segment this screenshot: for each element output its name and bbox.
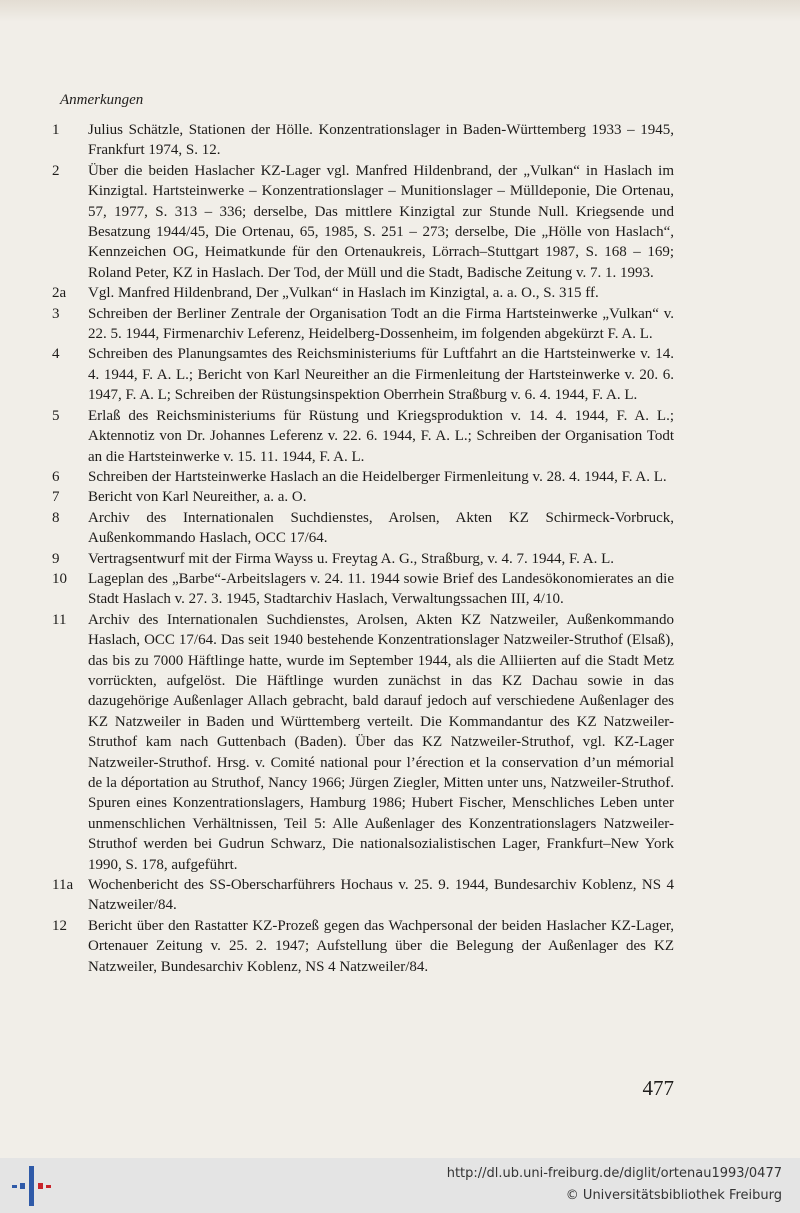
endnote-item [52, 569, 674, 610]
endnote-item [52, 549, 674, 569]
endnote-number: 11a [52, 877, 74, 894]
endnote-item [52, 610, 674, 875]
endnote-number: 12 [52, 917, 67, 934]
copyright-notice: © Universitätsbibliothek Freiburg [565, 1188, 782, 1203]
endnote-number: 11 [52, 611, 67, 628]
endnote-text: Wochenbericht des SS-Oberscharführers Hochaus v. 25. 9. 1944, Bundesarchiv Koblenz, NS 4 Natzweiler/84. [88, 877, 674, 914]
endnote-number: 4 [52, 346, 60, 363]
permalink-link[interactable]: http://dl.ub.uni-freiburg.de/diglit/ortenau1993/0477 [446, 1166, 782, 1181]
page-number: 477 [642, 1076, 674, 1100]
endnote-item [52, 304, 674, 345]
endnote-number: 6 [52, 468, 60, 485]
endnote-item [52, 344, 674, 405]
endnote-number: 8 [52, 509, 60, 526]
endnote-number: 2 [52, 162, 60, 179]
endnote-text: Lageplan des „Barbe“-Arbeitslagers v. 24. 11. 1944 sowie Brief des Landesökonomierates an die Stadt Haslach v. 27. 3. 1945, Stadtarchiv Haslach, Verwaltungssachen III, 4/10. [88, 570, 674, 608]
endnote-text: Schreiben der Hartsteinwerke Haslach an die Heidelberger Firmenleitung v. 28. 4. 1944, F. A. L. [88, 468, 667, 485]
endnotes-list [52, 120, 674, 977]
endnote-text: Julius Schätzle, Stationen der Hölle. Konzentrationslager in Baden-Württemberg 1933 – 1945, Frankfurt 1974, S. 12. [88, 122, 674, 159]
library-logo-icon [12, 1166, 52, 1206]
endnote-item [52, 875, 674, 916]
viewer-footer [0, 1158, 800, 1213]
endnote-text: Über die beiden Haslacher KZ-Lager vgl. Manfred Hildenbrand, der „Vulkan“ in Haslach im Kinzigtal. Hartsteinwerke – Konzentrationslager – Munitionslager – Mülldeponie, Die Ortenau, 57, 1977, S. 313 – 336; derselbe, Das mittlere Kinzigtal zur Stunde Null. Kriegsende und Besatzung 1944/45, Die Ortenau, 65, 1985, S. 251 – 273; derselbe, Die „Hölle von Haslach“, Kennzeichen OG, Heimatkunde für den Ortenaukreis, Lörrach–Stuttgart 1987, S. 168 – 169; Roland Peter, KZ in Haslach. Der Tod, der Müll und die Stadt, Badische Zeitung v. 7. 1. 1993. [88, 162, 674, 281]
endnote-text: Bericht über den Rastatter KZ-Prozeß gegen das Wachpersonal der beiden Haslacher KZ-Lager, Ortenauer Zeitung v. 25. 2. 1947; Aufstellung über die Belegung der Außenlager des KZ Natzweiler, Bundesarchiv Koblenz, NS 4 Natzweiler/84. [88, 917, 674, 975]
endnote-text: Vertragsentwurf mit der Firma Wayss u. Freytag A. G., Straßburg, v. 4. 7. 1944, F. A. L. [88, 550, 615, 567]
endnote-text: Vgl. Manfred Hildenbrand, Der „Vulkan“ in Haslach im Kinzigtal, a. a. O., S. 315 ff. [88, 285, 599, 302]
endnote-text: Schreiben der Berliner Zentrale der Organisation Todt an die Firma Hartsteinwerke „Vulkan“ v. 22. 5. 1944, Firmenarchiv Leferenz, Heidelberg-Dossenheim, im folgenden abgekürzt F. A. L. [88, 305, 674, 343]
endnote-number: 1 [52, 122, 60, 138]
endnote-text: Erlaß des Reichsministeriums für Rüstung und Kriegsproduktion v. 14. 4. 1944, F. A. L.; Aktennotiz von Dr. Johannes Leferenz v. 22. 6. 1944, F. A. L.; Schreiben der Organisation Todt an die Hartsteinwerke v. 15. 11. 1944, F. A. L. [88, 407, 674, 465]
endnote-text: Schreiben des Planungsamtes des Reichsministeriums für Luftfahrt an die Hartsteinwerke v. 14. 4. 1944, F. A. L.; Bericht von Karl Neureither an die Firmenleitung der Hartsteinwerke v. 20. 6. 1947, F. A. L; Schreiben der Rüstungsinspektion Oberrhein Straßburg v. 6. 4. 1944, F. A. L. [88, 346, 674, 404]
page-edge-shadow [0, 0, 800, 22]
endnote-number: 7 [52, 489, 60, 506]
endnote-item [52, 916, 674, 977]
endnote-number: 9 [52, 550, 60, 567]
endnote-item [52, 161, 674, 283]
endnote-number: 2a [52, 285, 67, 302]
endnote-item [52, 120, 674, 161]
endnote-item [52, 467, 674, 487]
endnote-item [52, 487, 674, 507]
endnote-number: 3 [52, 305, 60, 322]
endnote-text: Bericht von Karl Neureither, a. a. O. [88, 489, 307, 506]
endnote-number: 10 [52, 570, 67, 587]
endnote-item [52, 283, 674, 303]
endnote-text: Archiv des Internationalen Suchdienstes, Arolsen, Akten KZ Schirmeck-Vorbruck, Außenkommando Haslach, OCC 17/64. [88, 509, 674, 547]
section-heading: Anmerkungen [60, 92, 144, 108]
endnote-item [52, 406, 674, 467]
endnote-number: 5 [52, 407, 60, 424]
endnote-text: Archiv des Internationalen Suchdienstes, Arolsen, Akten KZ Natzweiler, Außenkommando Haslach, OCC 17/64. Das seit 1940 bestehende Konzentrationslager Natzweiler-Struthof (Elsaß), das bis zu 7000 Häftlinge hatte, wurde im September 1944, als die Alliierten auf die Stadt Metz vorrückten, aufgelöst. Die Häftlinge wurden zunächst in das KZ Dachau sowie in das dazugehörige Außenlager Allach gebracht, bald darauf jedoch auf verschiedene Außenlager des KZ Natzweiler in Baden und Württemberg verteilt. Die Kommandantur des KZ Natzweiler-Struthof kam nach Guttenbach (Baden). Über das KZ Natzweiler-Struthof, vgl. KZ-Lager Natzweiler-Struthof. Hrsg. v. Comité national pour l’érection et la conservation d’un mémorial de la déportation au Struthof, Nancy 1966; Jürgen Ziegler, Mitten unter uns, Natzweiler-Struthof. Spuren eines Konzentrationslagers, Hamburg 1986; Hubert Fischer, Menschliches Leben unter unmenschlichen Verhältnissen, Teil 5: Alle Außenlager des Konzentrationslagers Natzweiler-Struthof werden bei Gudrun Schwarz, Die nationalsozialistischen Lager, Frankfurt–New York 1990, S. 178, aufgeführt. [88, 611, 674, 873]
endnote-item [52, 508, 674, 549]
